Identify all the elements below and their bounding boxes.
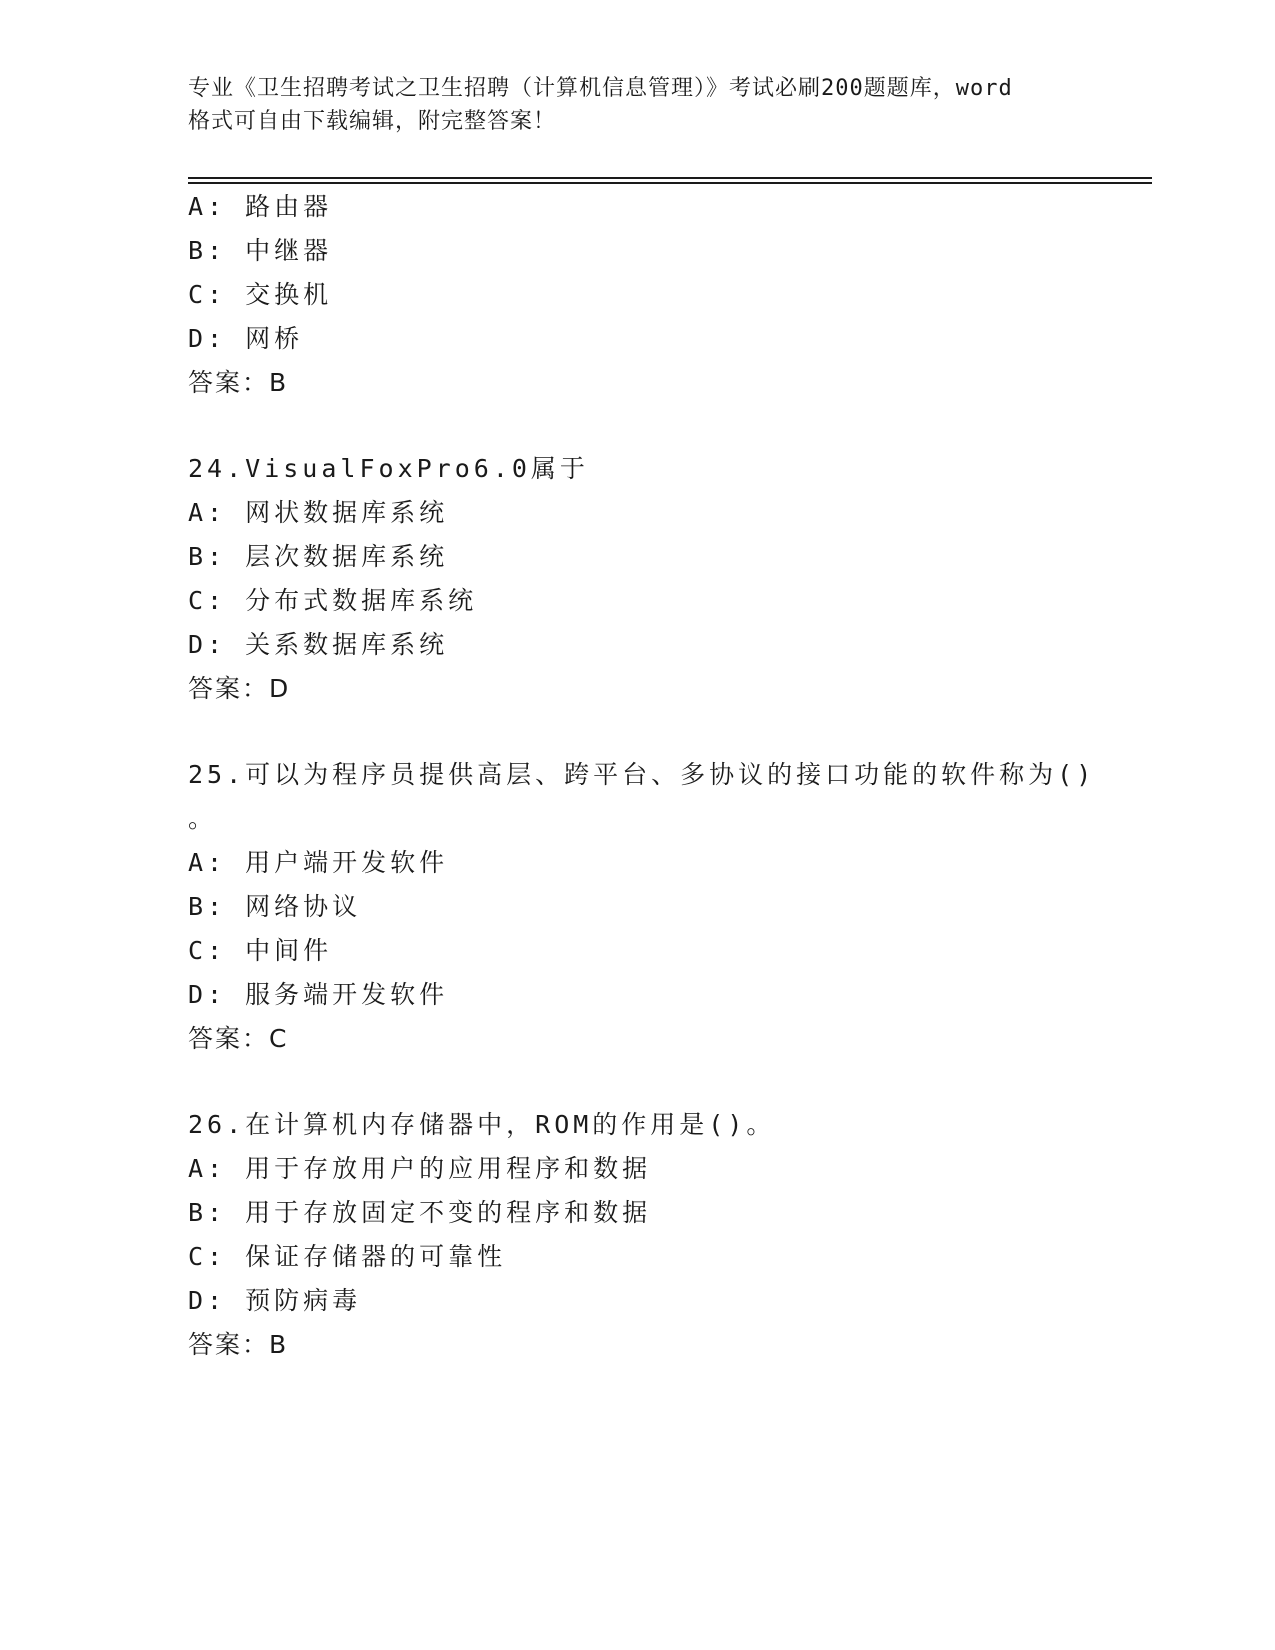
header-title-line1: 专业《卫生招聘考试之卫生招聘（计算机信息管理）》考试必刷200题题库，word	[188, 76, 1013, 101]
q24-question: 24.VisualFoxPro6.0属于	[188, 454, 589, 483]
q24-option-d: D: 关系数据库系统	[188, 630, 449, 659]
q26-answer: 答案：B	[188, 1330, 289, 1359]
q24-option-c: C: 分布式数据库系统	[188, 586, 478, 615]
q25-option-a: A: 用户端开发软件	[188, 848, 449, 877]
q25-question-line2: 。	[188, 804, 218, 833]
q23-option-a: A: 路由器	[188, 192, 333, 221]
q25-option-c: C: 中间件	[188, 936, 333, 965]
q25-question-line1: 25.可以为程序员提供高层、跨平台、多协议的接口功能的软件称为()	[188, 760, 1096, 789]
header-title-line2: 格式可自由下载编辑，附完整答案！	[188, 109, 557, 134]
header-divider-bottom	[188, 182, 1152, 184]
document-header	[188, 72, 1088, 138]
q26-option-c: C: 保证存储器的可靠性	[188, 1242, 507, 1271]
q26-option-a: A: 用于存放用户的应用程序和数据	[188, 1154, 652, 1183]
q26-question: 26.在计算机内存储器中，ROM的作用是()。	[188, 1110, 776, 1139]
q26-option-b: B: 用于存放固定不变的程序和数据	[188, 1198, 652, 1227]
q23-option-c: C: 交换机	[188, 280, 333, 309]
q24-option-a: A: 网状数据库系统	[188, 498, 449, 527]
q23-option-b: B: 中继器	[188, 236, 333, 265]
q24-option-b: B: 层次数据库系统	[188, 542, 449, 571]
q25-option-b: B: 网络协议	[188, 892, 362, 921]
q23-answer: 答案：B	[188, 368, 289, 397]
q25-option-d: D: 服务端开发软件	[188, 980, 449, 1009]
q24-answer: 答案：D	[188, 674, 291, 703]
q25-answer: 答案：C	[188, 1024, 289, 1053]
header-divider-top	[188, 177, 1152, 179]
q23-option-d: D: 网桥	[188, 324, 304, 353]
q26-option-d: D: 预防病毒	[188, 1286, 362, 1315]
